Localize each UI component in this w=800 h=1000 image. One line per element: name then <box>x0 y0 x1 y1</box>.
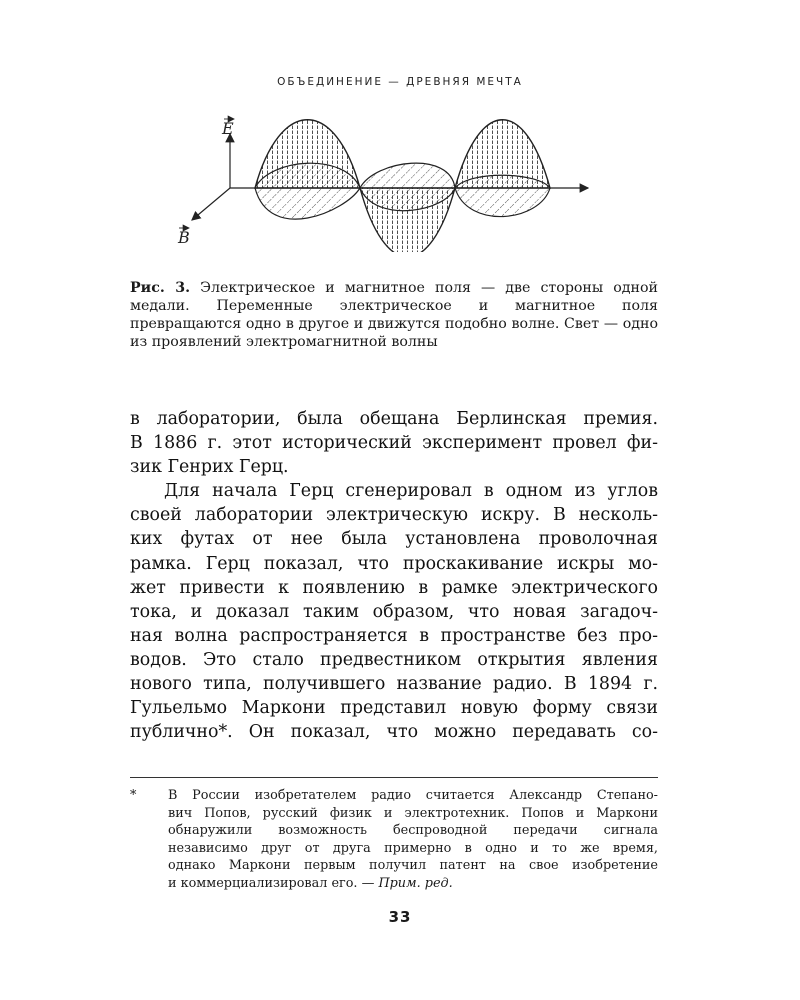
running-header: ОБЪЕДИНЕНИЕ — ДРЕВНЯЯ МЕЧТА <box>277 76 523 88</box>
footnote-mark: * <box>130 788 137 803</box>
em-wave-figure <box>170 112 600 252</box>
e-axis-label: E <box>222 119 234 138</box>
text-line: водов. Это стало предвестником открытия явления <box>130 649 658 670</box>
figure-caption <box>130 279 658 351</box>
text-line: жет привести к появлению в рамке электрического <box>130 577 658 598</box>
b-axis <box>192 188 230 220</box>
text-line: в лаборатории, была обещана Берлинская премия. <box>130 409 658 429</box>
footnote <box>130 787 658 893</box>
footnote-line: обнаружили возможность беспроводной передачи сигнала <box>168 823 658 839</box>
paragraph-1 <box>130 407 658 479</box>
paragraph-2 <box>130 479 658 744</box>
body-text <box>130 407 658 744</box>
electric-lobe-3 <box>455 120 550 188</box>
text-line: Для начала Герц сгенерировал в одном из углов <box>164 481 658 502</box>
text-line: нового типа, получившего название радио. В 1894 г. <box>130 674 658 695</box>
page-number: 33 <box>388 908 412 926</box>
text-line: Гульельмо Маркони представил новую форму связи <box>130 698 658 719</box>
b-axis-label: B <box>178 228 190 247</box>
footnote-line: вич Попов, русский физик и электротехник. Попов и Маркони <box>168 805 658 821</box>
footnote-last-line <box>168 875 658 893</box>
footnote-divider <box>130 777 658 778</box>
text-line: рамка. Герц показал, что проскакивание искры мо- <box>130 553 658 574</box>
text-line: ких футах от нее была установлена проволочная <box>130 529 658 550</box>
text-line: зик Генрих Герц. <box>130 457 289 478</box>
electric-lobe-1 <box>255 120 360 188</box>
text-line: ная волна распространяется в пространстве без про- <box>130 625 658 646</box>
text-line: В 1886 г. этот исторический эксперимент провел фи- <box>130 433 658 454</box>
footnote-body <box>168 787 658 893</box>
footnote-line: однако Маркони первым получил патент на свое изобретение <box>168 858 658 874</box>
editor-note: Прим. ред. <box>378 875 453 891</box>
caption-text: Электрическое и магнитное поля — две стороны одной медали. Переменные электрическое и магнитное поля превращаются одно в другое и движутся подобно волне. Свет — одно из проявлений электромагнитной волны <box>130 280 658 350</box>
footnote-last-text: и коммерциализировал его. — <box>168 875 375 891</box>
text-line: публично*. Он показал, что можно передавать со- <box>130 722 658 743</box>
footnote-line: В России изобретателем радио считается Александр Степано- <box>168 788 658 803</box>
electric-lobe-2 <box>360 188 455 252</box>
caption-label: Рис. 3. <box>130 280 191 296</box>
text-line: тока, и доказал таким образом, что новая загадоч- <box>130 601 658 622</box>
text-line: своей лаборатории электрическую искру. В несколь- <box>130 505 658 526</box>
footnote-line: независимо друг от друга примерно в одно и то же время, <box>168 840 658 856</box>
